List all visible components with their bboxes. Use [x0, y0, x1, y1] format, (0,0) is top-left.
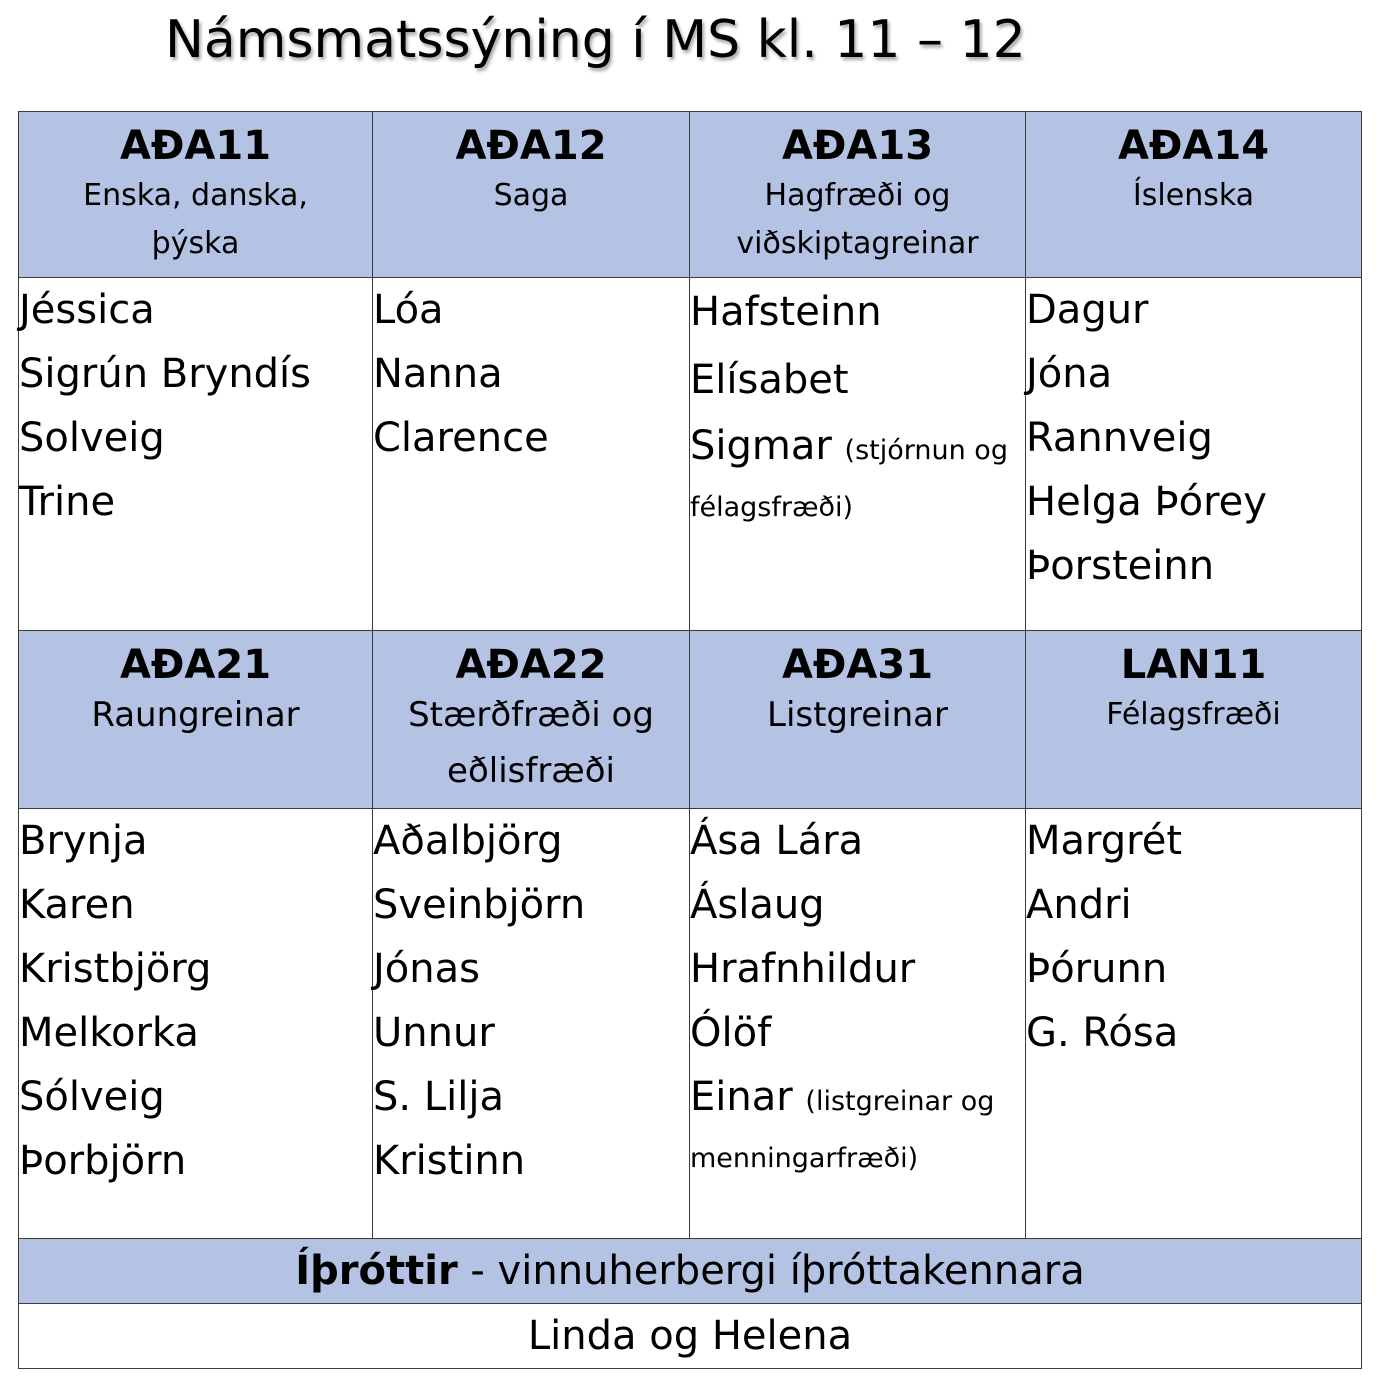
student-name: Aðalbjörg: [373, 818, 563, 864]
student-name: Áslaug: [690, 882, 825, 928]
student-name: Kristinn: [373, 1138, 526, 1184]
footer-header: [19, 1239, 1362, 1304]
student-name: Jéssica: [19, 287, 155, 333]
student-name: Þorbjörn: [19, 1138, 187, 1184]
student-name: Karen: [19, 882, 135, 928]
names-ada31: [690, 809, 1026, 1239]
group-header-ada22: [373, 631, 690, 809]
group-code: AÐA11: [119, 123, 272, 169]
group-code: AÐA13: [781, 123, 934, 169]
names-ada11: [19, 278, 373, 631]
student-name: Brynja: [19, 818, 148, 864]
student-name: Sigrún Bryndís: [19, 351, 312, 397]
group-subject: Stærðfræði og eðlisfræði: [408, 695, 654, 791]
student-name: S. Lilja: [373, 1074, 504, 1120]
student-name: Einar: [690, 1074, 793, 1120]
student-name: Andri: [1026, 882, 1132, 928]
group-subject: Íslenska: [1132, 178, 1255, 213]
names-lan11: [1026, 809, 1362, 1239]
group-subject: Hagfræði og viðskiptagreinar: [736, 178, 979, 261]
footer-names-row: [19, 1304, 1362, 1369]
schedule-table: [18, 111, 1362, 1369]
student-name: Clarence: [373, 415, 549, 461]
group-header-ada21: [19, 631, 373, 809]
group-code: AÐA31: [781, 642, 934, 688]
group-header-lan11: [1026, 631, 1362, 809]
student-name-with-note: [690, 1071, 1025, 1185]
student-name: Nanna: [373, 351, 503, 397]
student-note: (stjórnun og félagsfræði): [690, 435, 1008, 523]
header-row-1: [19, 112, 1362, 278]
student-name: Melkorka: [19, 1010, 199, 1056]
student-name: Elísabet: [690, 357, 849, 403]
names-ada22: [373, 809, 690, 1239]
group-subject: Listgreinar: [767, 695, 948, 735]
names-ada21: [19, 809, 373, 1239]
student-name: Sveinbjörn: [373, 882, 586, 928]
student-name: Hafsteinn: [690, 289, 882, 335]
group-subject: Félagsfræði: [1106, 697, 1281, 732]
student-name: Ása Lára: [690, 818, 864, 864]
student-name: Solveig: [19, 415, 165, 461]
student-name: Dagur: [1026, 287, 1149, 333]
group-subject: Raungreinar: [91, 695, 300, 735]
group-code: AÐA21: [119, 642, 272, 688]
student-name: Unnur: [373, 1010, 495, 1056]
student-name: Helga Þórey: [1026, 479, 1267, 525]
names-ada14: [1026, 278, 1362, 631]
group-header-ada14: [1026, 112, 1362, 278]
group-code: AÐA14: [1117, 123, 1270, 169]
student-name-with-note: [690, 420, 1025, 534]
student-note: (listgreinar og menningarfræði): [690, 1086, 995, 1174]
student-name: Kristbjörg: [19, 946, 212, 992]
names-ada12: [373, 278, 690, 631]
footer-subject: Íþróttir: [295, 1248, 458, 1294]
group-header-ada11: [19, 112, 373, 278]
student-name: Margrét: [1026, 818, 1183, 864]
student-name: Lóa: [373, 287, 444, 333]
group-code: AÐA22: [455, 642, 607, 688]
group-header-ada12: [373, 112, 690, 278]
names-ada13: [690, 278, 1026, 631]
student-name: Ólöf: [690, 1010, 772, 1056]
group-code: AÐA12: [455, 123, 607, 169]
group-code: LAN11: [1120, 642, 1267, 688]
footer-location: - vinnuherbergi íþróttakennara: [457, 1248, 1085, 1294]
group-subject: Enska, danska, þýska: [83, 178, 308, 261]
student-name: Sólveig: [19, 1074, 165, 1120]
student-name: Trine: [19, 479, 116, 525]
footer-header-row: [19, 1239, 1362, 1304]
student-name: Hrafnhildur: [690, 946, 916, 992]
header-row-2: [19, 631, 1362, 809]
group-subject: Saga: [493, 178, 569, 213]
student-name: G. Rósa: [1026, 1010, 1179, 1056]
student-name: Sigmar: [690, 423, 832, 469]
student-name: Jónas: [373, 946, 480, 992]
student-name: Þórunn: [1026, 946, 1168, 992]
student-name: Jóna: [1026, 351, 1113, 397]
student-name: Þorsteinn: [1026, 543, 1215, 589]
names-row-2: [19, 809, 1362, 1239]
group-header-ada13: [690, 112, 1026, 278]
page-title: Námsmatssýning í MS kl. 11 – 12: [165, 10, 1026, 70]
group-header-ada31: [690, 631, 1026, 809]
names-row-1: [19, 278, 1362, 631]
student-name: Rannveig: [1026, 415, 1213, 461]
footer-names: Linda og Helena: [19, 1304, 1362, 1369]
